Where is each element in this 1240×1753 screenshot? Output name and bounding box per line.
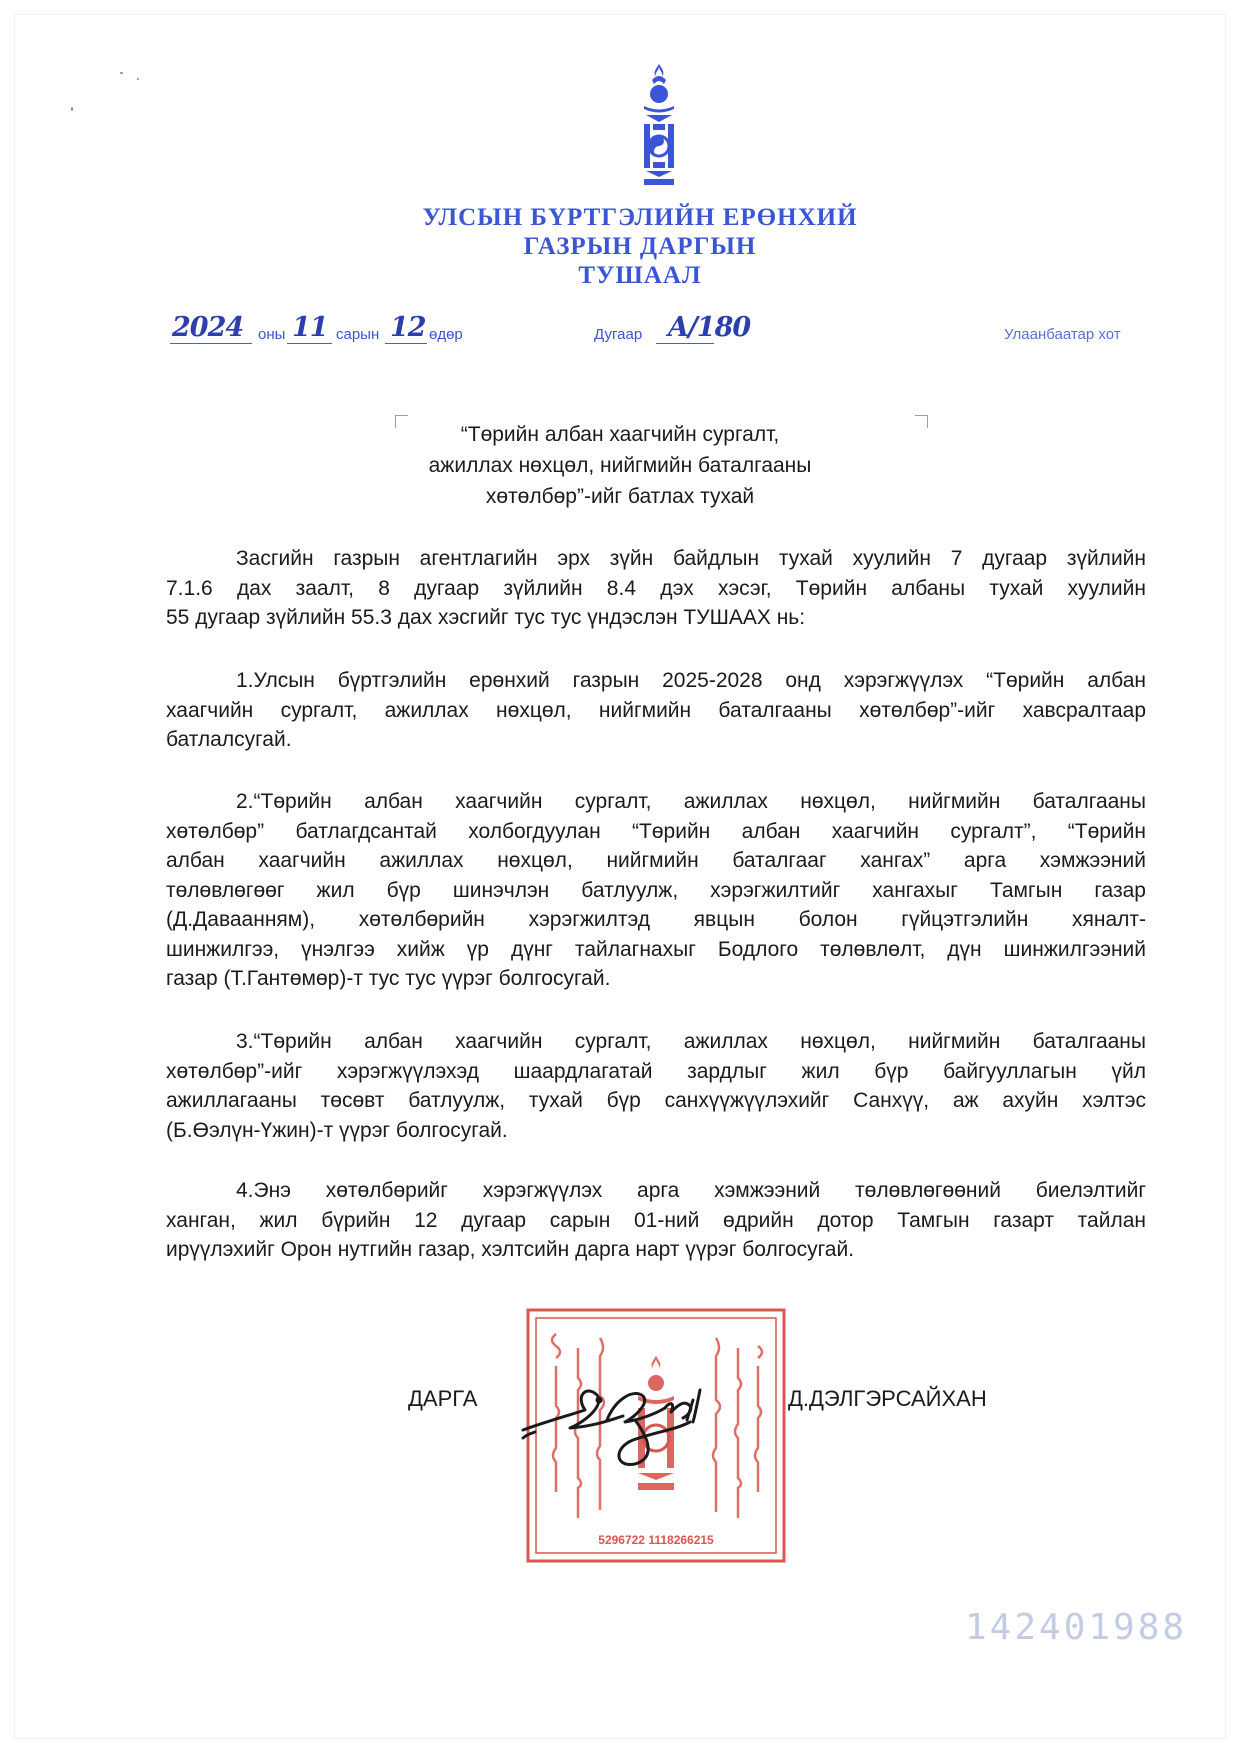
month-label: сарын: [336, 326, 380, 343]
stamp-numbers: 5296722 1118266215: [598, 1533, 714, 1547]
paragraph-line: газар (Т.Гантөмөр)-т тус тус үүрэг болгосугай.: [166, 967, 611, 990]
order-item-2: [166, 787, 1146, 994]
signatory-name: Д.ДЭЛГЭРСАЙХАН: [788, 1386, 987, 1411]
title-line: ажиллах нөхцөл, нийгмийн баталгааны: [428, 454, 812, 477]
paragraph-line: 2.“Төрийн албан хаагчийн сургалт, ажиллах нөхцөл, нийгмийн баталгааны: [236, 790, 1146, 813]
month-underline: [287, 343, 332, 344]
order-item-4: [166, 1176, 1146, 1265]
number-underline: [656, 343, 714, 344]
date-month: 11: [292, 312, 328, 343]
paragraph-line: батлалсугай.: [166, 728, 292, 751]
paragraph-line: 4.Энэ хөтөлбөрийг хэрэгжүүлэх арга хэмжээний төлөвлөгөөний биелэлтийг: [236, 1179, 1146, 1202]
document-header: [380, 203, 900, 290]
order-item-3: [166, 1027, 1146, 1145]
paragraph-line: төлөвлөгөөг жил бүр шинэчлэн батлуулж, хэрэгжилтийг хангахыг Тамгын газар: [166, 878, 1146, 902]
document-title: [300, 419, 940, 512]
paragraph-line: ажиллагааны төсөвт батлуулж, тухай бүр санхүүжүүлэхийг Санхүү, аж ахуйн хэлтэс: [166, 1089, 1146, 1112]
order-item-1: [166, 666, 1146, 755]
handwritten-signature: [515, 1360, 740, 1470]
number-label: Дугаар: [594, 326, 643, 343]
soyombo-emblem-icon: [624, 62, 694, 187]
header-line: УЛСЫН БҮРТГЭЛИЙН ЕРӨНХИЙ: [422, 204, 858, 231]
date-day: 12: [390, 312, 426, 343]
title-line: “Төрийн албан хаагчийн сургалт,: [460, 423, 780, 446]
day-label: өдөр: [429, 326, 463, 343]
paragraph-line: ирүүлэхийг Орон нутгийн газар, хэлтсийн дарга нарт үүрэг болгосугай.: [166, 1238, 855, 1261]
paragraph-line: албан хаагчийн ажиллах нөхцөл, нийгмийн баталгааг хангах” арга хэмжээний: [166, 849, 1146, 872]
paragraph-line: (Б.Өэлүн-Үжин)-т үүрэг болгосугай.: [166, 1118, 508, 1142]
date-row: [170, 312, 1150, 352]
paragraph-line: хаагчийн сургалт, ажиллах нөхцөл, нийгмийн баталгааны хөтөлбөр”-ийг хавсралтаар: [166, 698, 1146, 722]
scan-speck: [120, 72, 123, 74]
date-year: 2024: [172, 312, 244, 343]
year-underline: [170, 343, 252, 344]
paragraph-line: 7.1.6 дах заалт, 8 дугаар зүйлийн 8.4 дэх хэсэг, Төрийн албаны тухай хуулийн: [166, 576, 1146, 600]
header-line: ТУШААЛ: [578, 262, 702, 289]
paragraph-line: хөтөлбөр” батлагдсантай холбогдуулан “Төрийн албан хаагчийн сургалт”, “Төрийн: [166, 819, 1146, 843]
registration-number: 142401988: [965, 1607, 1188, 1648]
preamble-paragraph: [166, 544, 1146, 633]
paragraph-line: Засгийн газрын агентлагийн эрх зүйн байдлын тухай хуулийн 7 дугаар зүйлийн: [236, 547, 1146, 570]
signatory-title: ДАРГА: [408, 1386, 478, 1411]
paragraph-line: (Д.Даваанням), хөтөлбөрийн хэрэгжилтэд явцын болон гүйцэтгэлийн хяналт-: [166, 908, 1146, 931]
paragraph-line: шинжилгээ, үнэлгээ хийж үр дүнг тайлагнахыг Бодлого төлөвлөлт, дүн шинжилгээний: [166, 937, 1146, 961]
document-number: A/180: [668, 312, 751, 343]
paragraph-line: 3.“Төрийн албан хаагчийн сургалт, ажиллах нөхцөл, нийгмийн баталгааны: [236, 1030, 1146, 1053]
title-line: хөтөлбөр”-ийг батлах тухай: [485, 485, 755, 508]
paragraph-line: хөтөлбөр”-ийг хэрэгжүүлэхэд шаардлагатай зардлыг жил бүр байгууллагын үйл: [166, 1059, 1146, 1083]
scan-speck: [71, 107, 73, 111]
location: Улаанбаатар хот: [1004, 326, 1121, 343]
paragraph-line: 55 дугаар зүйлийн 55.3 дах хэсгийг тус тус үндэслэн ТУШААХ нь:: [166, 606, 806, 629]
day-underline: [385, 343, 427, 344]
header-line: ГАЗРЫН ДАРГЫН: [523, 233, 757, 260]
paragraph-line: ханган, жил бүрийн 12 дугаар сарын 01-ний өдрийн дотор Тамгын газарт тайлан: [166, 1208, 1146, 1232]
paragraph-line: 1.Улсын бүртгэлийн ерөнхий газрын 2025-2028 онд хэрэгжүүлэх “Төрийн албан: [236, 669, 1146, 692]
year-label: оны: [258, 326, 286, 343]
scan-speck: [137, 78, 139, 80]
